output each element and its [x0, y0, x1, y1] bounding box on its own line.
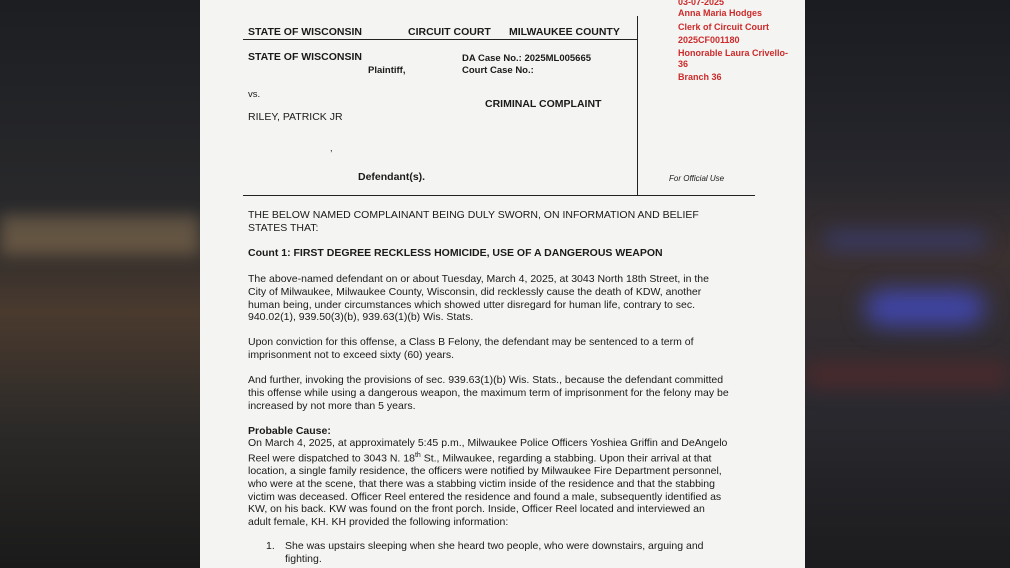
- court-case-number: Court Case No.:: [462, 65, 534, 76]
- count-heading: Count 1: FIRST DEGREE RECKLESS HOMICIDE, USE OF A DANGEROUS WEAPON: [248, 247, 663, 259]
- probable-cause-narrative: On March 4, 2025, at approximately 5:45 p.m., Milwaukee Police Officers Yoshiea Griffin and DeAngelo Reel were dispatched to 3043 N. 18th St., Milwaukee, regarding a stabbing. Upon their arrival at that location, a single family residence, the officers were notified by Milwaukee Fire Department personnel, who were at the scene, that there was a stabbing victim inside of the residence and that the stabbing victim was deceased. Officer Reel entered the residence and found a male, subsequently identified as KW, on his back. KW was found on the front porch. Inside, Officer Reel located and interviewed an adult female, KH. KH provided the following information:: [248, 437, 728, 529]
- header-court: CIRCUIT COURT: [408, 26, 491, 38]
- plaintiff-name: STATE OF WISCONSIN: [248, 51, 362, 63]
- document-page: [200, 0, 805, 568]
- stamp-branch: Branch 36: [678, 72, 722, 82]
- stamp-case-no: 2025CF001180: [678, 35, 740, 45]
- defendant-name: RILEY, PATRICK JR: [248, 111, 343, 123]
- versus: vs.: [248, 89, 261, 100]
- da-case-number: DA Case No.: 2025ML005665: [462, 53, 592, 64]
- header-county: MILWAUKEE COUNTY: [509, 26, 620, 38]
- stray-mark: ,: [330, 143, 333, 153]
- header-rule: [243, 39, 638, 40]
- header-state: STATE OF WISCONSIN: [248, 26, 362, 38]
- count-paragraph-enhancer: And further, invoking the provisions of sec. 939.63(1)(b) Wis. Stats., because the defendant committed this offense while using a dangerous weapon, the maximum term of imprisonment for the felony may be increased by not more than 5 years.: [248, 374, 729, 412]
- official-use-label: For Official Use: [669, 174, 725, 183]
- stamp-clerk-title: Clerk of Circuit Court: [678, 22, 770, 32]
- stamp-judge: Honorable Laura Crivello-: [678, 48, 789, 58]
- background-left: [0, 0, 200, 568]
- stamp-judge-cont: 36: [678, 59, 689, 69]
- list-item: She was upstairs sleeping when she heard two people, who were downstairs, arguing and fighting.: [285, 540, 704, 565]
- document-title: CRIMINAL COMPLAINT: [485, 98, 602, 110]
- caption-divider: [637, 16, 638, 196]
- probable-cause-heading: Probable Cause:: [248, 425, 331, 437]
- stamp-clerk-name: Anna Maria Hodges: [678, 8, 763, 18]
- caption-rule: [243, 195, 755, 196]
- list-item-number: 1.: [266, 540, 275, 552]
- sworn-statement: THE BELOW NAMED COMPLAINANT BEING DULY SWORN, ON INFORMATION AND BELIEF STATES THAT:: [248, 209, 699, 234]
- background-right: [805, 0, 1010, 568]
- plaintiff-label: Plaintiff,: [368, 65, 406, 76]
- defendant-label: Defendant(s).: [358, 171, 426, 183]
- stamp-date: 03-07-2025: [678, 0, 725, 7]
- count-paragraph-penalty: Upon conviction for this offense, a Class B Felony, the defendant may be sentenced to a term of imprisonment not to exceed sixty (60) years.: [248, 336, 694, 361]
- count-paragraph-charge: The above-named defendant on or about Tuesday, March 4, 2025, at 3043 North 18th Street, in the City of Milwaukee, Milwaukee County, Wisconsin, did recklessly cause the death of KDW, another human being, under circumstances which showed utter disregard for human life, contrary to sec. 940.02(1), 939.50(3)(b), 939.63(1)(b) Wis. Stats.: [248, 273, 709, 324]
